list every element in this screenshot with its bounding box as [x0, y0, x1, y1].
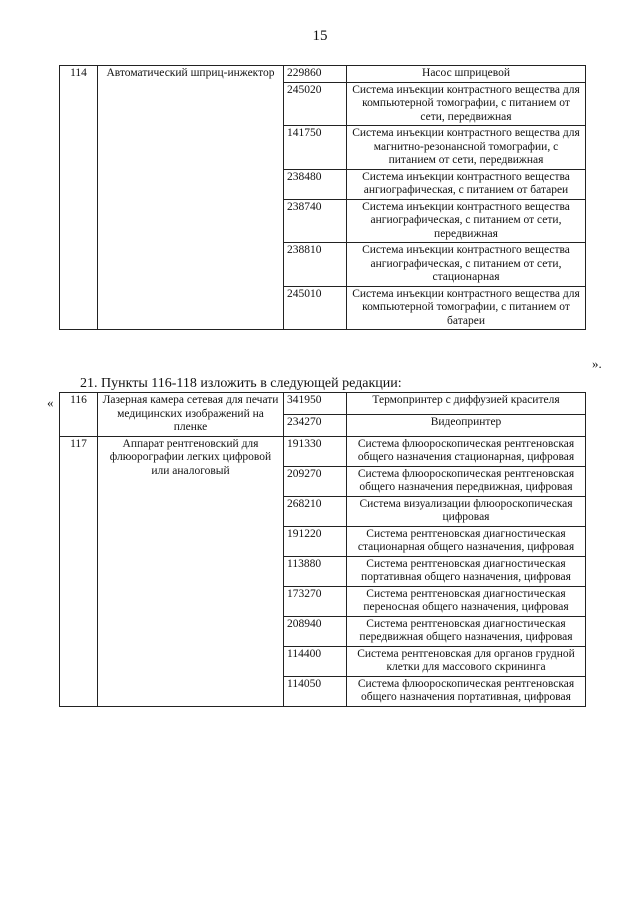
description-cell: Система инъекции контрастного вещества ангиографическая, с питанием от батареи: [347, 169, 586, 199]
code-cell: 268210: [284, 496, 347, 526]
description-cell: Система флюороскопическая рентгеновская общего назначения портативная, цифровая: [347, 676, 586, 706]
code-cell: 113880: [284, 556, 347, 586]
code-cell: 234270: [284, 414, 347, 436]
code-cell: 245020: [284, 82, 347, 126]
description-cell: Система рентгеновская диагностическая переносная общего назначения, цифровая: [347, 586, 586, 616]
item-name: Аппарат рентгеновский для флюорографии легких цифровой или аналоговый: [98, 436, 284, 706]
code-cell: 341950: [284, 393, 347, 415]
item-number: 114: [60, 66, 98, 330]
equipment-table-item-114: [59, 65, 586, 330]
code-cell: 191330: [284, 436, 347, 466]
code-cell: 238740: [284, 199, 347, 243]
closing-quote: ».: [592, 356, 602, 371]
table-row: [60, 436, 586, 466]
description-cell: Система рентгеновская для органов грудной клетки для массового скрининга: [347, 646, 586, 676]
description-cell: Система рентгеновская диагностическая передвижная общего назначения, цифровая: [347, 616, 586, 646]
opening-quote: «: [47, 395, 54, 410]
description-cell: Система флюороскопическая рентгеновская общего назначения передвижная, цифровая: [347, 466, 586, 496]
description-cell: Насос шприцевой: [347, 66, 586, 83]
code-cell: 209270: [284, 466, 347, 496]
code-cell: 191220: [284, 526, 347, 556]
description-cell: Система инъекции контрастного вещества ангиографическая, с питанием от сети, передвижная: [347, 199, 586, 243]
description-cell: Термопринтер с диффузией красителя: [347, 393, 586, 415]
description-cell: Система инъекции контрастного вещества для компьютерной томографии, с питанием от батареи: [347, 286, 586, 330]
description-cell: Видеопринтер: [347, 414, 586, 436]
code-cell: 208940: [284, 616, 347, 646]
description-cell: Система флюороскопическая рентгеновская общего назначения стационарная, цифровая: [347, 436, 586, 466]
code-cell: 141750: [284, 126, 347, 170]
description-cell: Система рентгеновская диагностическая портативная общего назначения, цифровая: [347, 556, 586, 586]
code-cell: 173270: [284, 586, 347, 616]
code-cell: 114050: [284, 676, 347, 706]
section-heading: 21. Пункты 116-118 изложить в следующей редакции:: [80, 376, 402, 391]
page-number: 15: [312, 28, 328, 44]
table-row: [60, 66, 586, 83]
table-row: [60, 393, 586, 415]
description-cell: Система рентгеновская диагностическая стационарная общего назначения, цифровая: [347, 526, 586, 556]
item-name: Лазерная камера сетевая для печати медицинских изображений на пленке: [98, 393, 284, 437]
description-cell: Система визуализации флюороскопическая цифровая: [347, 496, 586, 526]
description-cell: Система инъекции контрастного вещества для магнитно-резонансной томографии, с питанием от сети, передвижная: [347, 126, 586, 170]
item-number: 117: [60, 436, 98, 706]
description-cell: Система инъекции контрастного вещества для компьютерной томографии, с питанием от сети, передвижная: [347, 82, 586, 126]
item-number: 116: [60, 393, 98, 437]
code-cell: 238480: [284, 169, 347, 199]
equipment-table-items-116-117: [59, 392, 586, 707]
code-cell: 229860: [284, 66, 347, 83]
code-cell: 238810: [284, 243, 347, 287]
description-cell: Система инъекции контрастного вещества ангиографическая, с питанием от сети, стационарная: [347, 243, 586, 287]
item-name: Автоматический шприц-инжектор: [98, 66, 284, 330]
code-cell: 245010: [284, 286, 347, 330]
code-cell: 114400: [284, 646, 347, 676]
